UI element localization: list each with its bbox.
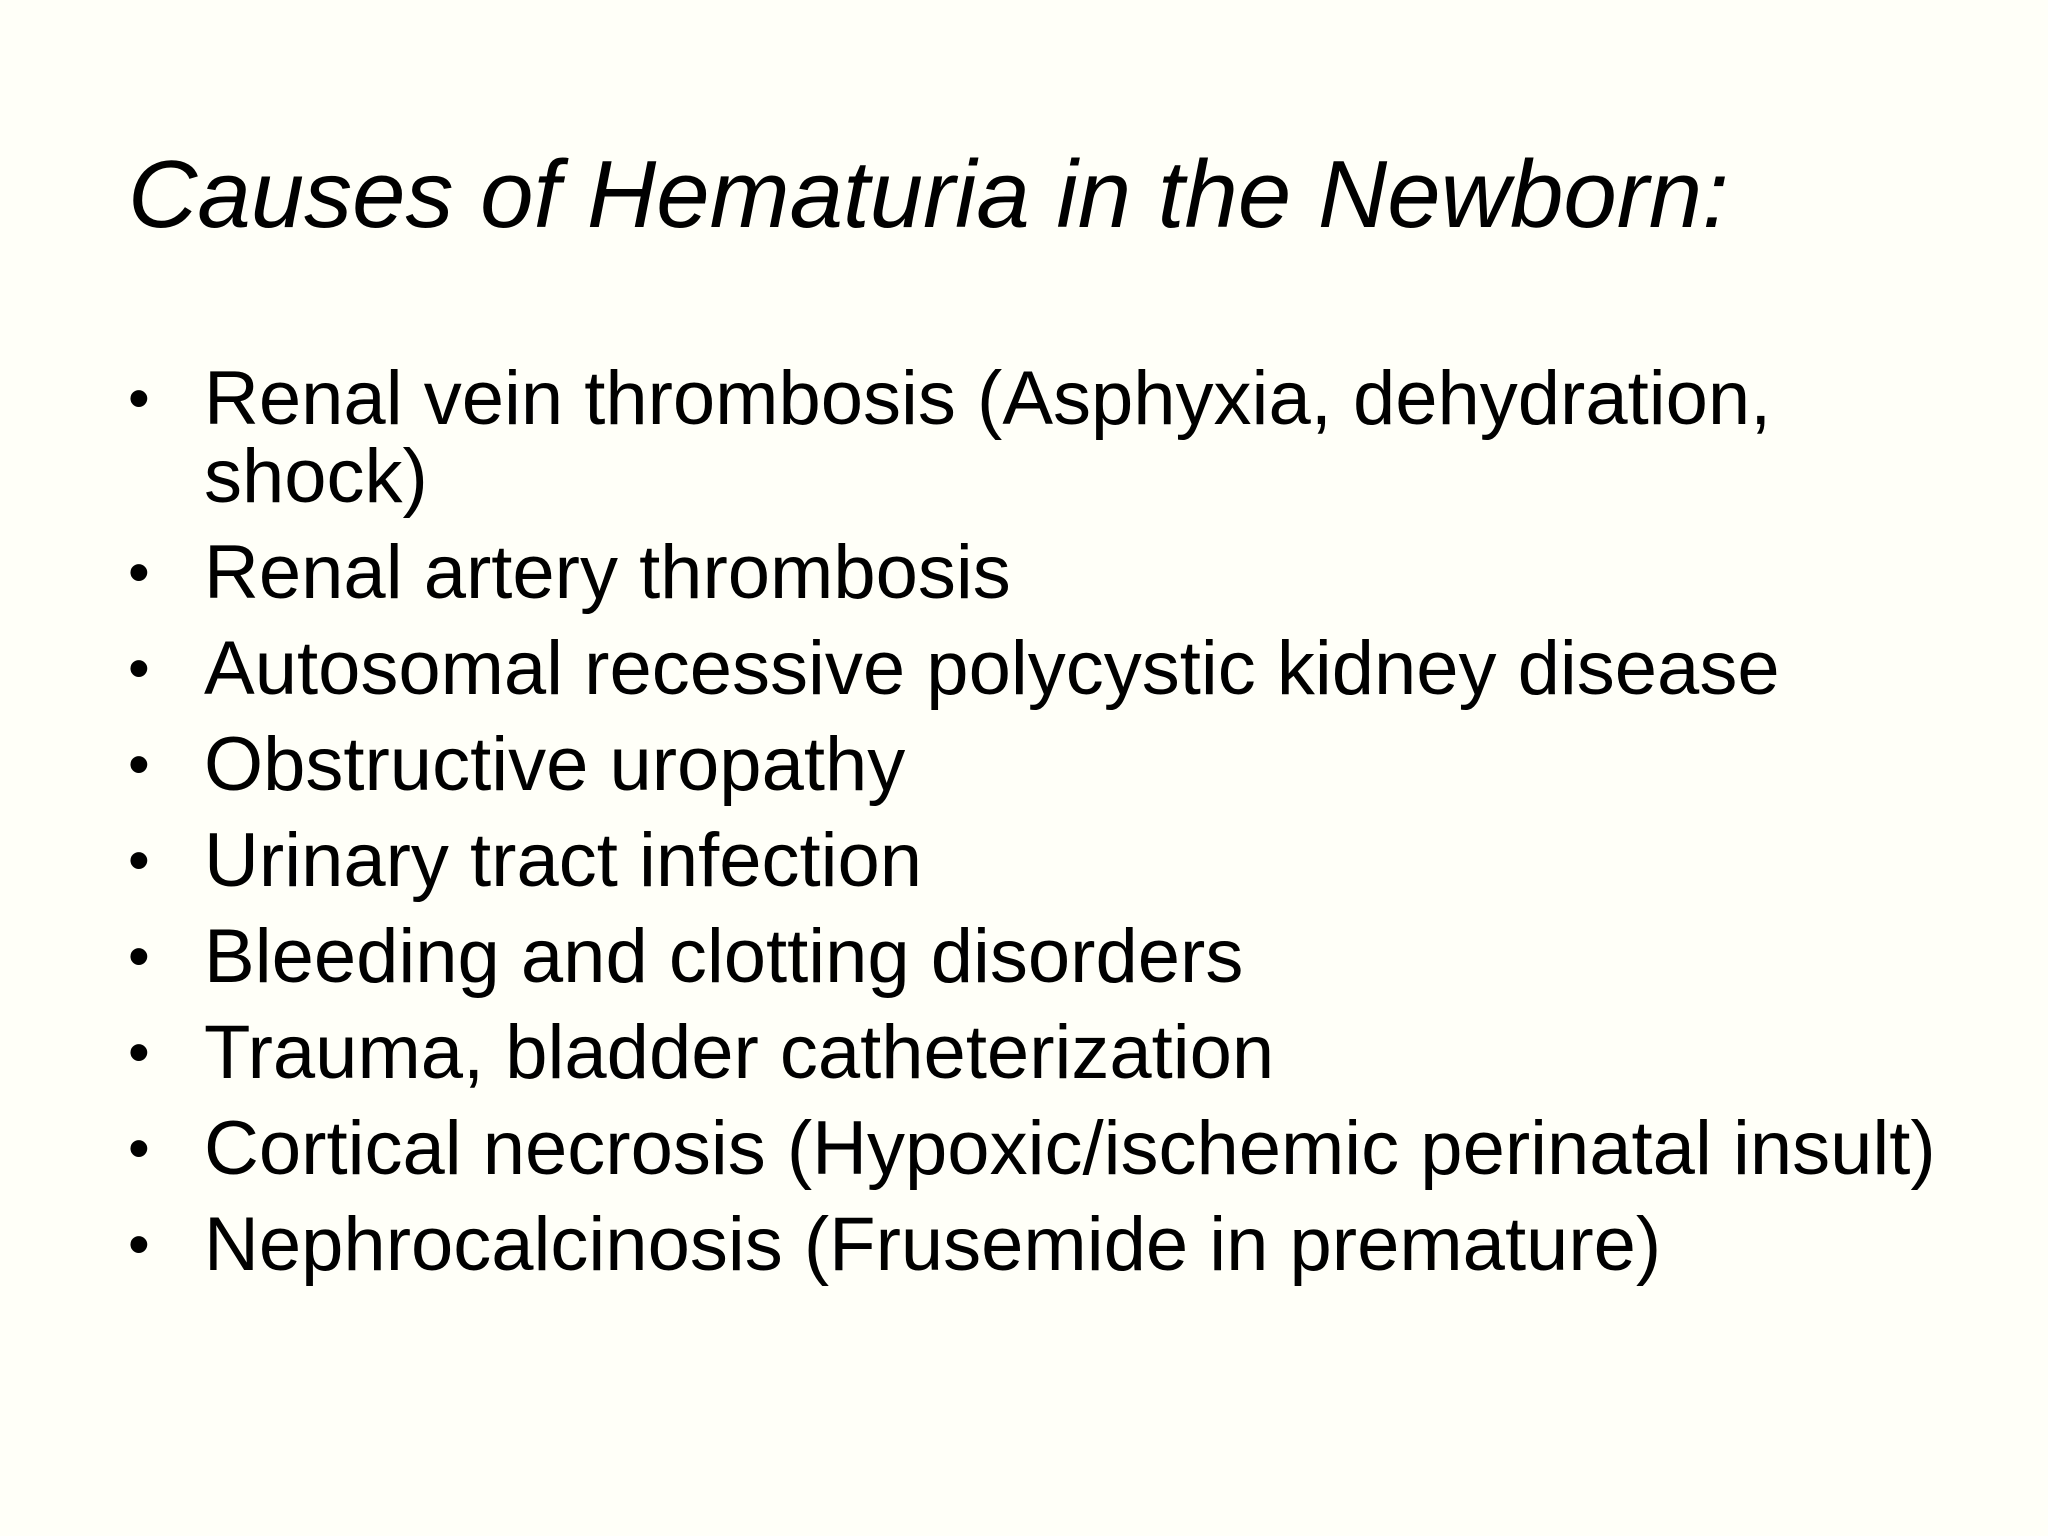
- bullet-icon: •: [128, 634, 150, 703]
- list-item: [128, 914, 1948, 999]
- bullet-list: [128, 356, 1948, 1302]
- list-item: [128, 1202, 1948, 1287]
- list-item-text: Renal vein thrombosis (Asphyxia, dehydration, shock): [204, 356, 1772, 519]
- list-item: [128, 818, 1948, 903]
- list-item-text: Obstructive uropathy: [204, 722, 906, 807]
- bullet-icon: •: [128, 730, 150, 799]
- list-item: [128, 626, 1948, 711]
- bullet-icon: •: [128, 826, 150, 895]
- bullet-icon: •: [128, 538, 150, 607]
- list-item: [128, 530, 1948, 615]
- list-item: [128, 1106, 1948, 1191]
- slide-title: Causes of Hematuria in the Newborn:: [128, 141, 1729, 248]
- list-item-text: Renal artery thrombosis: [204, 530, 1011, 615]
- list-item: [128, 722, 1948, 807]
- bullet-icon: •: [128, 922, 150, 991]
- list-item: [128, 1010, 1948, 1095]
- bullet-icon: •: [128, 364, 150, 433]
- list-item-text: Nephrocalcinosis (Frusemide in premature): [204, 1202, 1662, 1287]
- list-item-text: Autosomal recessive polycystic kidney disease: [204, 626, 1780, 711]
- list-item-text: Cortical necrosis (Hypoxic/ischemic perinatal insult): [204, 1106, 1936, 1191]
- bullet-icon: •: [128, 1114, 150, 1183]
- list-item-text: Urinary tract infection: [204, 818, 923, 903]
- bullet-icon: •: [128, 1018, 150, 1087]
- list-item-text: Trauma, bladder catheterization: [204, 1010, 1275, 1095]
- list-item-text: Bleeding and clotting disorders: [204, 914, 1244, 999]
- bullet-icon: •: [128, 1210, 150, 1279]
- list-item: [128, 356, 1948, 519]
